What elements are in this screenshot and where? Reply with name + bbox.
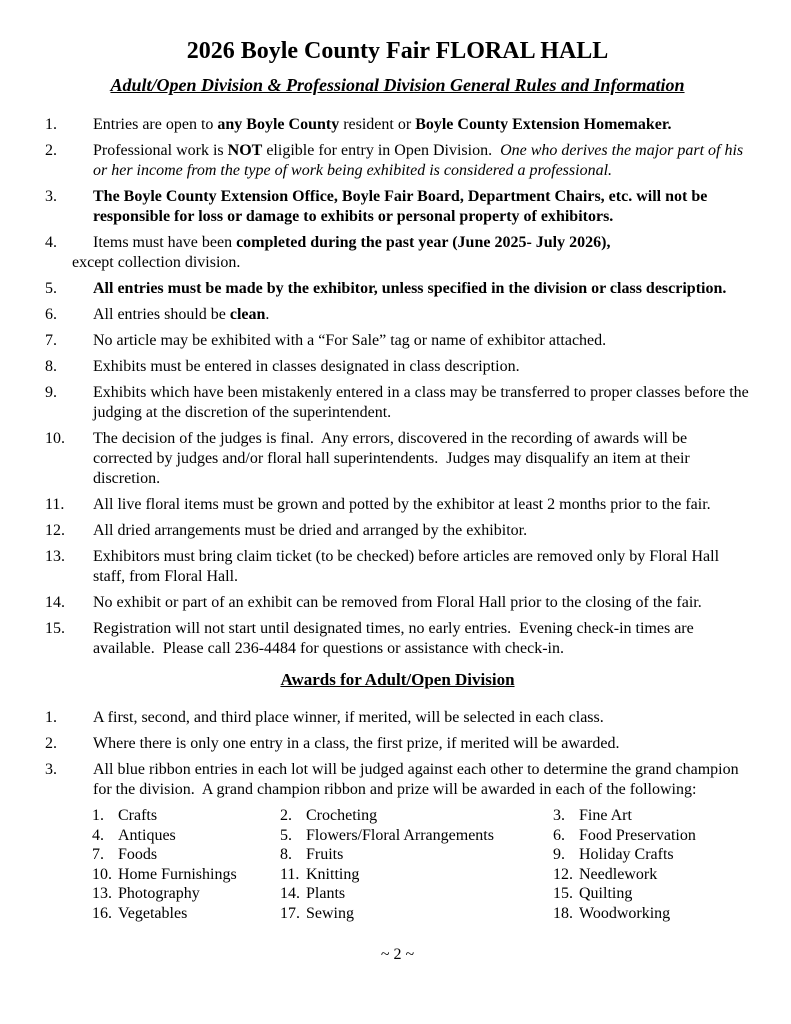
- category-item: [553, 806, 750, 826]
- category-number: 14.: [280, 885, 300, 902]
- category-label: Holiday Crafts: [579, 846, 674, 863]
- text-run: Boyle County Extension Homemaker.: [415, 116, 672, 133]
- category-label: Photography: [118, 885, 200, 902]
- item-number: 11.: [45, 496, 65, 513]
- category-label: Quilting: [579, 885, 633, 902]
- rule-item: [45, 187, 750, 227]
- category-label: Foods: [118, 846, 158, 863]
- item-text: [93, 279, 750, 299]
- category-label: Knitting: [306, 865, 360, 883]
- item-number: 14.: [45, 594, 65, 611]
- text-run: .: [265, 306, 270, 323]
- rule-item: [45, 521, 750, 541]
- text-run: All entries must be made by the exhibitor, unless specified in the division or class description.: [93, 280, 727, 297]
- rule-item: [45, 357, 750, 377]
- item-number: 1.: [45, 709, 57, 726]
- rule-item: [45, 495, 750, 515]
- rule-item: [45, 547, 750, 587]
- category-label: Needlework: [579, 865, 658, 883]
- document-subtitle: Adult/Open Division & Professional Division General Rules and Information: [110, 75, 685, 95]
- category-item: [92, 884, 280, 904]
- category-number: 17.: [280, 904, 300, 922]
- category-item: [553, 865, 750, 885]
- text-run: All blue ribbon entries in each lot will be judged against each other to determine the grand champion for the division. A grand champion ribbon and prize will be awarded in each of the following:: [93, 761, 743, 798]
- category-number: 12.: [553, 865, 573, 883]
- category-number: 16.: [92, 904, 112, 922]
- rule-item: [45, 141, 750, 181]
- text-run: Entries are open to: [93, 116, 218, 133]
- item-text: [93, 383, 753, 423]
- item-number: 2.: [45, 735, 57, 752]
- category-number: 18.: [553, 904, 573, 922]
- category-item: [280, 865, 553, 885]
- category-label: Flowers/Floral Arrangements: [306, 826, 494, 844]
- text-run: eligible for entry in Open Division.: [262, 142, 501, 159]
- category-number: 9.: [553, 846, 565, 863]
- item-number: 7.: [45, 332, 57, 349]
- rule-item: [45, 619, 750, 659]
- item-text: [93, 495, 750, 515]
- document-title: 2026 Boyle County Fair FLORAL HALL: [186, 38, 609, 64]
- rule-item: [45, 429, 750, 489]
- award-rule-item: [45, 760, 750, 800]
- text-run: Exhibits which have been mistakenly entered in a class may be transferred to proper classes before the judging at the discretion of the superintendent.: [93, 384, 753, 421]
- item-text: [93, 331, 750, 351]
- category-number: 10.: [92, 865, 112, 883]
- category-item: [280, 904, 553, 924]
- item-number: 15.: [45, 620, 65, 637]
- text-run: Professional work is: [93, 142, 228, 159]
- item-text: [93, 619, 750, 659]
- item-number: 4.: [45, 234, 57, 251]
- category-item: [92, 904, 280, 924]
- category-item: [92, 845, 280, 865]
- category-item: [553, 904, 750, 924]
- text-run: The decision of the judges is final. Any errors, discovered in the recording of awards will be corrected by judges and/or floral hall superintendents. Judges may disqualify an item at their discretion.: [93, 430, 694, 487]
- category-number: 11.: [280, 865, 300, 883]
- item-number: 5.: [45, 280, 57, 297]
- text-run: Exhibitors must bring claim ticket (to be checked) before articles are removed only by Floral Hall staff, from Floral Hall.: [93, 548, 724, 585]
- page-number: ~ 2 ~: [380, 946, 415, 963]
- category-label: Crocheting: [306, 807, 378, 824]
- item-text: [93, 734, 750, 754]
- item-number: 10.: [45, 430, 65, 447]
- rule-item: [45, 383, 753, 423]
- category-label: Antiques: [118, 826, 176, 844]
- category-number: 8.: [280, 846, 292, 863]
- item-number: 12.: [45, 522, 65, 539]
- text-run: A first, second, and third place winner, if merited, will be selected in each class.: [93, 709, 604, 726]
- category-label: Fruits: [306, 846, 344, 863]
- category-item: [92, 865, 280, 885]
- general-rules-list: [45, 115, 753, 659]
- category-label: Fine Art: [579, 807, 632, 824]
- rule-item: [45, 331, 750, 351]
- category-number: 5.: [280, 826, 292, 844]
- item-number: 3.: [45, 761, 57, 778]
- category-label: Plants: [306, 885, 346, 902]
- rule-item: [45, 305, 750, 325]
- category-number: 1.: [92, 807, 104, 824]
- item-text: [93, 521, 750, 541]
- item-number: 9.: [45, 384, 57, 401]
- category-number: 15.: [553, 885, 573, 902]
- category-label: Woodworking: [579, 904, 671, 922]
- text-run: NOT: [227, 142, 263, 159]
- category-item: [92, 826, 280, 846]
- category-label: Sewing: [306, 904, 354, 922]
- category-label: Vegetables: [118, 904, 188, 922]
- rule-item: [45, 233, 750, 273]
- award-rule-item: [45, 708, 750, 728]
- text-run: The Boyle County Extension Office, Boyle Fair Board, Department Chairs, etc. will not be responsible for loss or damage to exhibits or personal property of exhibitors.: [93, 188, 712, 225]
- item-number: 13.: [45, 548, 65, 565]
- text-run: resident or: [339, 116, 416, 133]
- item-text: [93, 357, 750, 377]
- category-number: 7.: [92, 846, 104, 863]
- text-run: No exhibit or part of an exhibit can be removed from Floral Hall prior to the closing of the fair.: [93, 594, 702, 611]
- item-number: 2.: [45, 142, 57, 159]
- text-run: All entries should be: [93, 306, 230, 323]
- item-number: 8.: [45, 358, 57, 375]
- text-run: All live floral items must be grown and potted by the exhibitor at least 2 months prior to the fair.: [93, 496, 711, 513]
- text-run: except collection division.: [72, 254, 241, 271]
- category-item: [280, 826, 553, 846]
- awards-heading: Awards for Adult/Open Division: [280, 670, 515, 689]
- item-number: 1.: [45, 116, 57, 133]
- awards-list: [45, 708, 750, 800]
- text-run: Registration will not start until designated times, no early entries. Evening check-in times are available. Please call 236-4484 for questions or assistance with check-in.: [93, 620, 698, 657]
- item-text: [72, 233, 750, 273]
- category-label: Home Furnishings: [118, 865, 237, 883]
- category-item: [553, 884, 750, 904]
- item-text: [93, 305, 750, 325]
- award-rule-item: [45, 734, 750, 754]
- category-number: 4.: [92, 826, 104, 844]
- category-item: [280, 845, 553, 865]
- category-label: Crafts: [118, 807, 158, 824]
- category-number: 2.: [280, 807, 292, 824]
- text-run: completed during the past year (June 2025- July 2026),: [236, 234, 611, 251]
- category-item: [92, 806, 280, 826]
- text-run: All dried arrangements must be dried and arranged by the exhibitor.: [93, 522, 528, 539]
- rule-item: [45, 115, 750, 135]
- item-text: [93, 708, 750, 728]
- category-number: 6.: [553, 826, 565, 844]
- item-text: [93, 141, 750, 181]
- text-run: clean: [229, 306, 266, 323]
- item-text: [93, 547, 750, 587]
- category-item: [553, 845, 750, 865]
- item-text: [93, 593, 750, 613]
- category-grid: [92, 806, 750, 923]
- category-item: [553, 826, 750, 846]
- category-number: 3.: [553, 807, 565, 824]
- rule-item: [45, 593, 750, 613]
- item-text: [93, 429, 750, 489]
- text-run: Where there is only one entry in a class, the first prize, if merited will be awarded.: [93, 735, 620, 752]
- rule-item: [45, 279, 750, 299]
- item-number: 6.: [45, 306, 57, 323]
- category-label: Food Preservation: [579, 826, 696, 844]
- text-run: One who derives the major part of his or her income from the type of work being exhibited is considered a professional.: [93, 142, 748, 179]
- item-text: [93, 760, 750, 800]
- text-run: any Boyle County: [217, 116, 340, 133]
- text-run: Items must have been: [93, 234, 237, 251]
- item-text: [93, 187, 750, 227]
- item-number: 3.: [45, 188, 57, 205]
- category-item: [280, 884, 553, 904]
- text-run: No article may be exhibited with a “For Sale” tag or name of exhibitor attached.: [93, 332, 607, 349]
- item-text: [93, 115, 750, 135]
- category-number: 13.: [92, 885, 112, 902]
- text-run: Exhibits must be entered in classes designated in class description.: [93, 358, 520, 375]
- category-item: [280, 806, 553, 826]
